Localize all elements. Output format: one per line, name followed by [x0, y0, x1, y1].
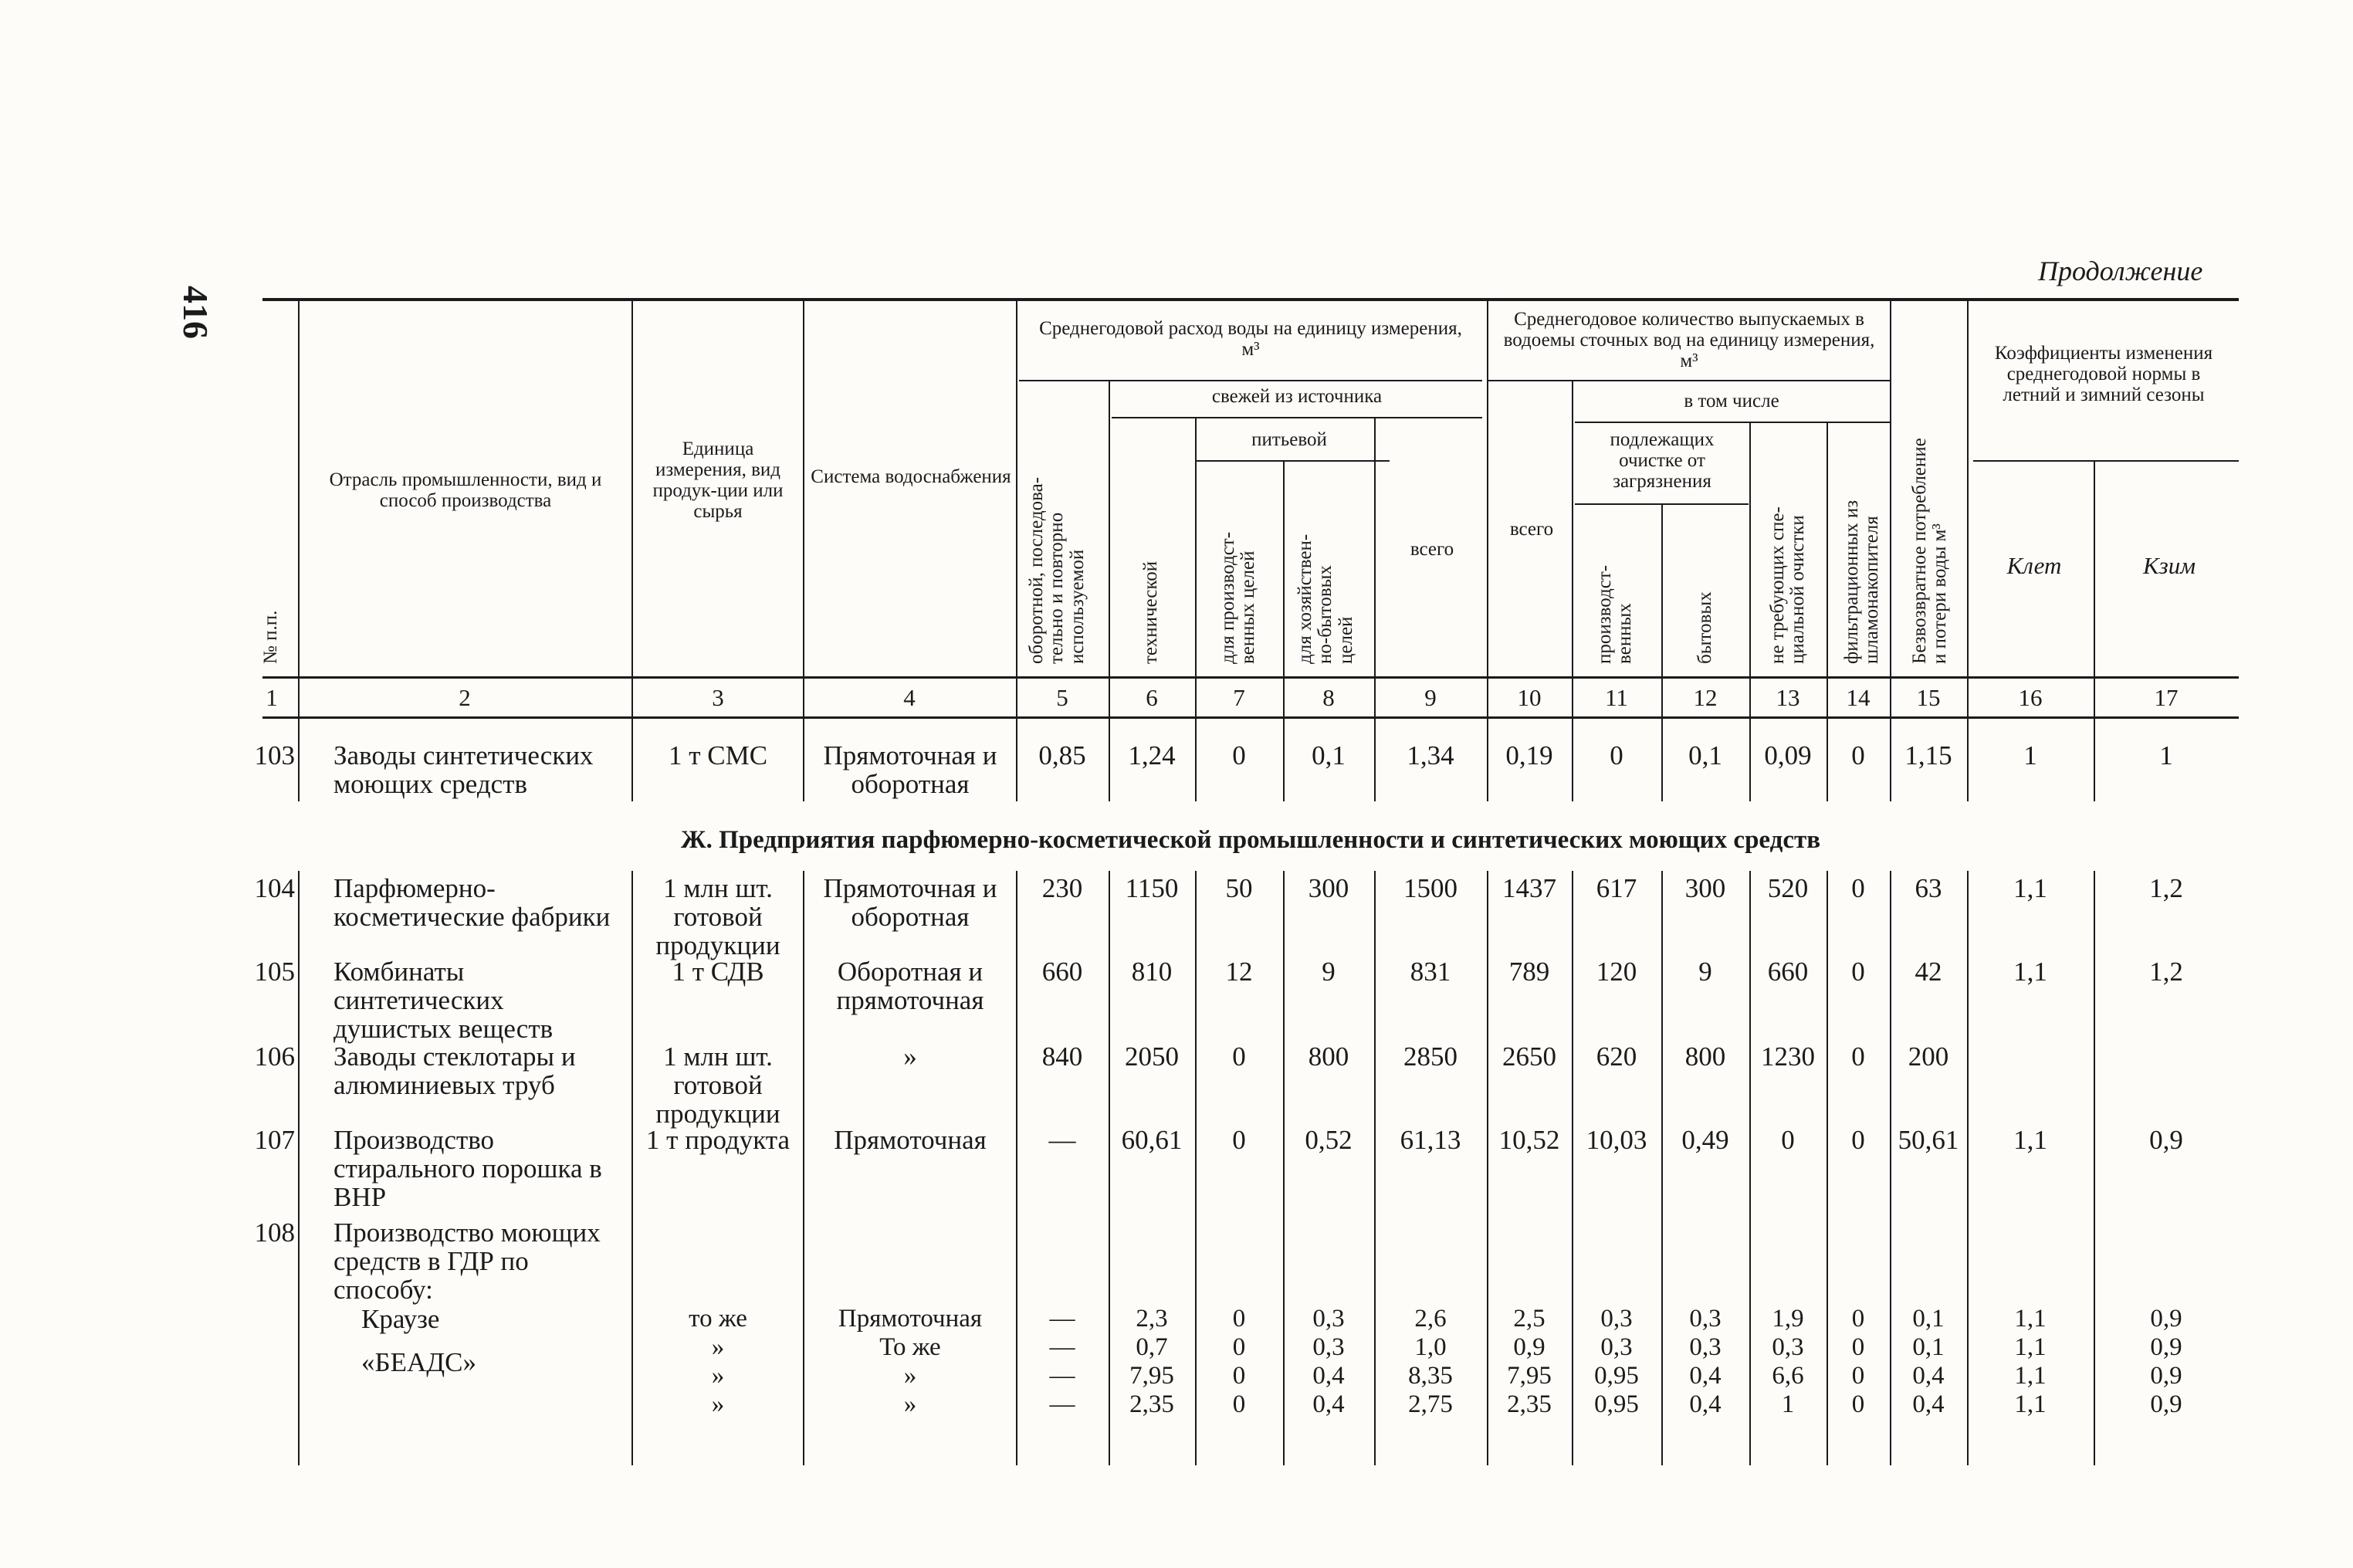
sub-row-value: — — [1049, 1390, 1075, 1418]
row-value: 840 — [1041, 1041, 1083, 1072]
column-number: 17 — [2154, 684, 2179, 711]
sub-row-system: » — [903, 1390, 917, 1418]
row-number: 107 — [254, 1125, 295, 1155]
page-number: 416 — [176, 286, 215, 339]
continuation-label: Продолжение — [2038, 256, 2203, 286]
row-value: 1,1 — [2013, 1125, 2047, 1155]
header-system: Система водоснабжения — [811, 466, 1011, 487]
sub-row-value: 0,3 — [1600, 1305, 1633, 1333]
sub-row-value: 0,3 — [1689, 1333, 1722, 1361]
sub-row-value: 0 — [1851, 1362, 1865, 1390]
sub-row-value: 0,1 — [1912, 1305, 1945, 1333]
sub-row-value: 6,6 — [1772, 1362, 1804, 1390]
sub-row-value: 1,1 — [2014, 1333, 2047, 1361]
sub-row-name: Краузе — [361, 1304, 440, 1334]
sub-row-value: 2,6 — [1414, 1305, 1447, 1333]
row-system: Прямоточная и оборотная — [823, 740, 997, 799]
row-value: 660 — [1041, 957, 1083, 987]
row-value: 0 — [1851, 1041, 1865, 1072]
header-potable-industrial: для производст- венных целей — [1217, 531, 1259, 664]
sub-row-value: 0 — [1851, 1305, 1865, 1333]
sub-row-value: 0,3 — [1772, 1333, 1804, 1361]
row-value: 1 — [2023, 740, 2037, 770]
row-value: 1,34 — [1407, 740, 1454, 770]
sub-row-value: 0 — [1232, 1333, 1246, 1361]
row-value: 0 — [1232, 740, 1246, 770]
row-value: 800 — [1308, 1041, 1349, 1072]
sub-row-system: » — [903, 1362, 917, 1390]
row-value: 9 — [1322, 957, 1336, 987]
column-number: 1 — [266, 684, 278, 711]
row-value: 1,2 — [2149, 957, 2183, 987]
row-name: Парфюмерно-косметические фабрики — [333, 873, 611, 932]
row-value: 1,1 — [2013, 873, 2047, 903]
row-number: 108 — [254, 1217, 295, 1248]
sub-row-value: — — [1049, 1333, 1075, 1361]
sub-row-system: Прямоточная — [838, 1305, 983, 1333]
sub-row-value: 2,35 — [1129, 1390, 1174, 1418]
column-number: 13 — [1776, 684, 1800, 711]
sub-row-value: 1,9 — [1772, 1305, 1804, 1333]
row-value: 0 — [1851, 1125, 1865, 1155]
table-top-rule — [262, 298, 2239, 301]
row-value: 1,15 — [1904, 740, 1952, 770]
header-potable-domestic: для хозяйствен- но-бытовых целей — [1295, 533, 1356, 664]
header-bottom-rule — [262, 676, 2239, 679]
sub-row-value: 2,5 — [1513, 1305, 1546, 1333]
sub-row-value: 0 — [1851, 1390, 1865, 1418]
row-value: 0,49 — [1681, 1125, 1729, 1155]
row-unit: 1 млн шт. готовой продукции — [655, 873, 780, 960]
column-number: 12 — [1693, 684, 1718, 711]
sub-row-value: — — [1049, 1305, 1075, 1333]
header-k-winter: Kзим — [2142, 552, 2196, 579]
row-value: 50,61 — [1898, 1125, 1959, 1155]
column-number: 11 — [1605, 684, 1628, 711]
row-value: 0,9 — [2149, 1125, 2183, 1155]
header-fresh: свежей из источника — [1211, 386, 1383, 407]
row-value: 0 — [1851, 873, 1865, 903]
sub-row-value: 7,95 — [1129, 1362, 1174, 1390]
sub-row-value: 0,7 — [1136, 1333, 1168, 1361]
sub-row-value: 0,9 — [1513, 1333, 1546, 1361]
header-n: № п.п. — [260, 610, 281, 664]
sub-row-value: 0,9 — [2150, 1390, 2182, 1418]
row-value: 50 — [1225, 873, 1253, 903]
header-group-discharge: Среднегодовое количество выпускаемых в водоемы сточных вод на единицу измерения, м³ — [1503, 309, 1875, 371]
row-name: Заводы синтетических моющих средств — [333, 740, 594, 799]
row-value: 0,09 — [1764, 740, 1812, 770]
sub-row-value: 0,9 — [2150, 1333, 2182, 1361]
sub-row-value: 0,3 — [1312, 1333, 1345, 1361]
row-value: 9 — [1698, 957, 1712, 987]
row-value: 10,52 — [1498, 1125, 1560, 1155]
row-value: 1500 — [1403, 873, 1458, 903]
sub-row-unit: » — [711, 1390, 725, 1418]
header-unit: Единица измерения, вид продук-ции или сырья — [652, 439, 784, 522]
row-value: 0 — [1851, 740, 1865, 770]
sub-row-value: 0,3 — [1600, 1333, 1633, 1361]
sub-row-value: 1,1 — [2014, 1362, 2047, 1390]
column-number: 5 — [1056, 684, 1068, 711]
sub-row-value: 1,0 — [1414, 1333, 1447, 1361]
row-value: 0 — [1610, 740, 1623, 770]
sub-row-value: 0 — [1232, 1390, 1246, 1418]
sub-row-unit: » — [711, 1333, 725, 1361]
column-number: 6 — [1146, 684, 1158, 711]
sub-row-unit: то же — [689, 1305, 747, 1333]
sub-row-value: 0,9 — [2150, 1362, 2182, 1390]
sub-row-value: 0,4 — [1912, 1390, 1945, 1418]
sub-row-value: 0,4 — [1689, 1362, 1722, 1390]
row-number: 104 — [254, 873, 295, 903]
row-value: 0,52 — [1305, 1125, 1353, 1155]
row-name: Комбинаты синтетических душистых веществ — [333, 957, 554, 1044]
header-losses: Безвозвратное потребление и потери воды м³ — [1909, 438, 1951, 664]
section-title: Ж. Предприятия парфюмерно-косметической промышленности и синтетических моющих средств — [680, 826, 1821, 854]
sub-row-value: 0 — [1232, 1305, 1246, 1333]
header-including: в том числе — [1684, 391, 1779, 411]
column-number: 15 — [1916, 684, 1941, 711]
sub-row-value: 2,35 — [1507, 1390, 1552, 1418]
row-system: Прямоточная — [834, 1125, 987, 1155]
row-value: 61,13 — [1400, 1125, 1461, 1155]
row-value: 0 — [1781, 1125, 1795, 1155]
row-unit: 1 млн шт. готовой продукции — [655, 1041, 780, 1129]
row-value: — — [1048, 1125, 1076, 1155]
sub-row-name: «БЕАДС» — [361, 1347, 476, 1377]
sub-row-value: 0,1 — [1912, 1333, 1945, 1361]
sub-row-value: 2,3 — [1136, 1305, 1168, 1333]
sub-row-value: 0 — [1232, 1362, 1246, 1390]
header-coefficients: Коэффициенты изменения среднегодовой нормы в летний и зимний сезоны — [1994, 343, 2213, 405]
row-value: 660 — [1767, 957, 1809, 987]
column-number: 8 — [1322, 684, 1335, 711]
row-value: 1 — [2159, 740, 2173, 770]
row-value: 1,24 — [1128, 740, 1176, 770]
row-value: 0,85 — [1038, 740, 1086, 770]
row-value: 789 — [1508, 957, 1550, 987]
row-value: 520 — [1767, 873, 1809, 903]
row-value: 60,61 — [1121, 1125, 1183, 1155]
row-value: 0 — [1232, 1041, 1246, 1072]
row-value: 1,1 — [2013, 957, 2047, 987]
sub-row-unit: » — [711, 1362, 725, 1390]
row-value: 0,19 — [1505, 740, 1553, 770]
row-value: 0,1 — [1688, 740, 1722, 770]
row-system: » — [903, 1041, 917, 1072]
row-name: Заводы стеклотары и алюминиевых труб — [333, 1041, 576, 1100]
sub-row-value: 0,4 — [1312, 1390, 1345, 1418]
colnum-bottom-rule — [262, 716, 2239, 719]
row-name: Производство стирального порошка в ВНР — [333, 1125, 602, 1212]
header-technical: технической — [1140, 560, 1161, 664]
header-total-consumption: всего — [1410, 539, 1454, 560]
sub-row-value: 7,95 — [1507, 1362, 1552, 1390]
column-number: 3 — [712, 684, 724, 711]
column-number: 16 — [2018, 684, 2043, 711]
row-unit: 1 т СМС — [668, 740, 768, 770]
row-unit: 1 т продукта — [645, 1125, 791, 1155]
row-value: 2850 — [1403, 1041, 1458, 1072]
header-circulating: оборотной, последова- тельно и повторно используемой — [1026, 476, 1088, 664]
header-no-treatment: не требующих спе- циальной очистки — [1767, 506, 1809, 664]
row-value: 1230 — [1761, 1041, 1815, 1072]
header-industrial-discharge: производст- венных — [1594, 564, 1636, 664]
row-value: 1,2 — [2149, 873, 2183, 903]
sub-row-value: 1,1 — [2014, 1390, 2047, 1418]
sub-row-value: — — [1049, 1362, 1075, 1390]
row-value: 1150 — [1125, 873, 1179, 903]
sub-row-value: 0,4 — [1689, 1390, 1722, 1418]
sub-row-value: 1,1 — [2014, 1305, 2047, 1333]
row-value: 2050 — [1125, 1041, 1179, 1072]
header-k-summer: Kлет — [2006, 552, 2062, 579]
row-value: 2650 — [1502, 1041, 1556, 1072]
row-value: 0 — [1851, 957, 1865, 987]
row-value: 63 — [1915, 873, 1942, 903]
sub-row-value: 0,3 — [1312, 1305, 1345, 1333]
row-value: 200 — [1908, 1041, 1949, 1072]
sub-row-value: 0,9 — [2150, 1305, 2182, 1333]
row-system: Прямоточная и оборотная — [823, 873, 997, 932]
row-unit: 1 т СДВ — [672, 957, 764, 987]
row-value: 800 — [1684, 1041, 1726, 1072]
header-industry: Отрасль промышленности, вид и способ производства — [329, 469, 602, 511]
row-name: Производство моющих средств в ГДР по способу: — [333, 1217, 601, 1305]
row-value: 42 — [1915, 957, 1942, 987]
row-value: 230 — [1041, 873, 1083, 903]
column-number: 10 — [1517, 684, 1542, 711]
row-value: 1437 — [1502, 873, 1556, 903]
column-number: 9 — [1424, 684, 1437, 711]
header-filtration: фильтрационных из шламонакопителя — [1841, 500, 1883, 664]
row-value: 0,1 — [1312, 740, 1346, 770]
column-number: 7 — [1233, 684, 1245, 711]
row-value: 810 — [1131, 957, 1173, 987]
sub-row-value: 8,35 — [1408, 1362, 1453, 1390]
header-domestic-discharge: бытовых — [1694, 591, 1715, 664]
header-group-consumption: Среднегодовой расход воды на единицу измерения, м³ — [1039, 318, 1462, 360]
sub-row-system: То же — [879, 1333, 941, 1361]
column-number: 14 — [1846, 684, 1871, 711]
row-value: 0 — [1232, 1125, 1246, 1155]
row-system: Оборотная и прямоточная — [836, 957, 984, 1015]
sub-row-value: 0 — [1851, 1333, 1865, 1361]
row-value: 617 — [1596, 873, 1637, 903]
column-number: 4 — [903, 684, 916, 711]
column-number: 2 — [459, 684, 471, 711]
row-value: 300 — [1684, 873, 1726, 903]
header-to-treat: подлежащих очистке от загрязнения — [1610, 429, 1715, 492]
sub-row-value: 2,75 — [1408, 1390, 1453, 1418]
sub-row-value: 0,3 — [1689, 1305, 1722, 1333]
row-value: 120 — [1596, 957, 1637, 987]
row-number: 106 — [254, 1041, 295, 1072]
sub-row-value: 0,4 — [1312, 1362, 1345, 1390]
row-value: 12 — [1225, 957, 1253, 987]
row-number: 103 — [254, 740, 295, 770]
sub-row-value: 1 — [1781, 1390, 1795, 1418]
header-potable: питьевой — [1251, 429, 1327, 450]
row-value: 831 — [1410, 957, 1451, 987]
row-value: 620 — [1596, 1041, 1637, 1072]
row-number: 105 — [254, 957, 295, 987]
sub-row-value: 0,95 — [1594, 1390, 1639, 1418]
sub-row-value: 0,95 — [1594, 1362, 1639, 1390]
header-total-discharge: всего — [1509, 519, 1554, 540]
row-value: 10,03 — [1586, 1125, 1647, 1155]
sub-row-value: 0,4 — [1912, 1362, 1945, 1390]
row-value: 300 — [1308, 873, 1349, 903]
